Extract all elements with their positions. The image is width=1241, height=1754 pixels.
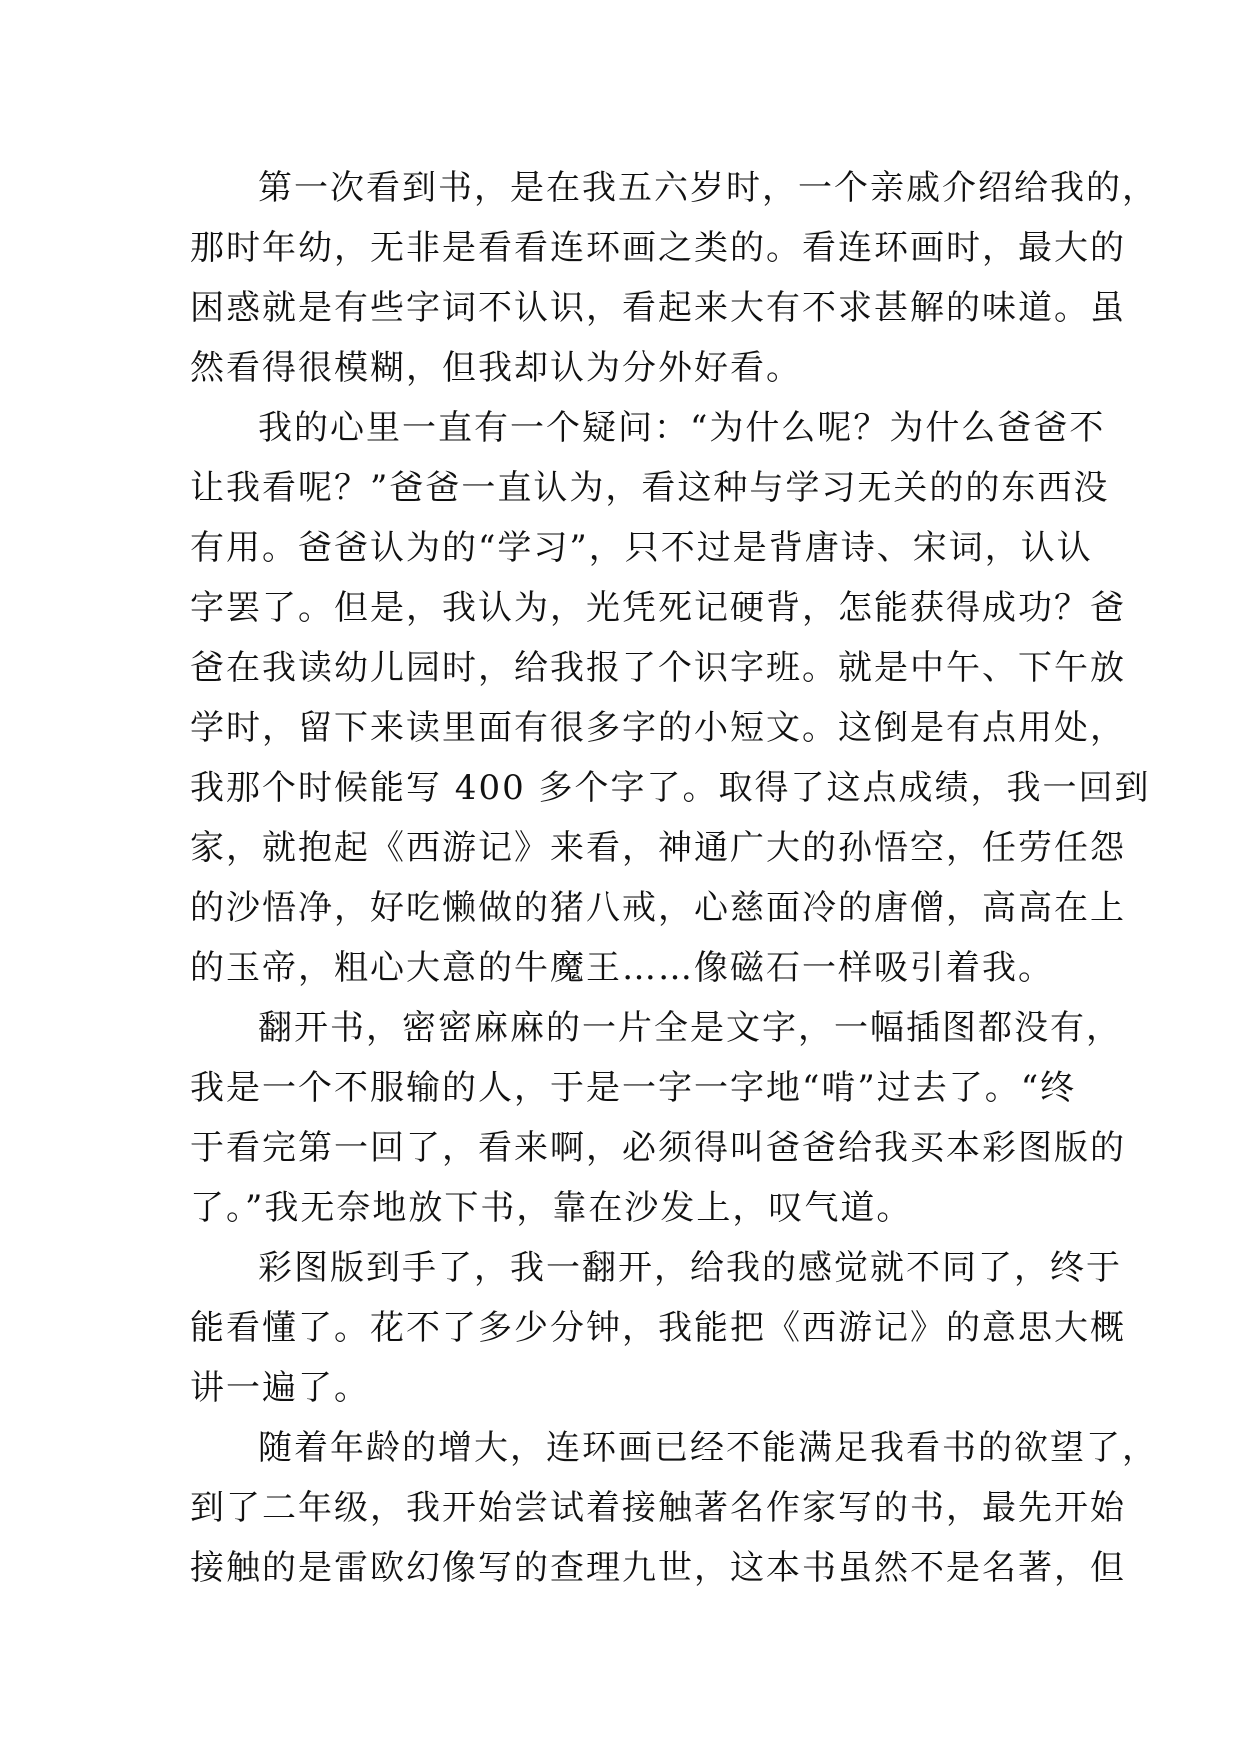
text-line: 我那个时候能写 400 多个字了。取得了这点成绩，我一回到 xyxy=(190,768,1151,808)
body-text xyxy=(190,158,1158,1598)
text-line: 爸在我读幼儿园时，给我报了个识字班。就是中午、下午放 xyxy=(190,648,1126,688)
text-line: 我是一个不服输的人，于是一字一字地“啃”过去了。“终 xyxy=(190,1068,1077,1108)
text-line: 随着年龄的增大，连环画已经不能满足我看书的欲望了， xyxy=(258,1428,1158,1468)
text-line: 翻开书，密密麻麻的一片全是文字，一幅插图都没有， xyxy=(258,1008,1122,1048)
text-line: 第一次看到书，是在我五六岁时，一个亲戚介绍给我的， xyxy=(258,168,1158,208)
text-line: 那时年幼，无非是看看连环画之类的。看连环画时，最大的 xyxy=(190,228,1126,268)
text-line: 的沙悟净，好吃懒做的猪八戒，心慈面冷的唐僧，高高在上 xyxy=(190,888,1126,928)
text-line: 彩图版到手了，我一翻开，给我的感觉就不同了，终于 xyxy=(258,1248,1122,1288)
text-line: 然看得很模糊，但我却认为分外好看。 xyxy=(190,348,802,388)
paragraph-5 xyxy=(190,1418,1158,1598)
text-line: 困惑就是有些字词不认识，看起来大有不求甚解的味道。虽 xyxy=(190,288,1126,328)
text-line: 的玉帝，粗心大意的牛魔王……像磁石一样吸引着我。 xyxy=(190,948,1054,988)
paragraph-2 xyxy=(190,398,1151,998)
text-line: 有用。爸爸认为的“学习”，只不过是背唐诗、宋词，认认 xyxy=(190,528,1093,568)
text-line: 我的心里一直有一个疑问：“为什么呢？为什么爸爸不 xyxy=(258,408,1106,448)
text-line: 了。”我无奈地放下书，靠在沙发上，叹气道。 xyxy=(190,1188,913,1228)
text-line: 接触的是雷欧幻像写的查理九世，这本书虽然不是名著，但 xyxy=(190,1548,1126,1588)
text-line: 让我看呢？”爸爸一直认为，看这种与学习无关的的东西没 xyxy=(190,468,1110,508)
paragraph-4 xyxy=(190,1238,1126,1418)
text-line: 于看完第一回了，看来啊，必须得叫爸爸给我买本彩图版的 xyxy=(190,1128,1126,1168)
text-line: 能看懂了。花不了多少分钟，我能把《西游记》的意思大概 xyxy=(190,1308,1126,1348)
text-line: 讲一遍了。 xyxy=(190,1368,370,1408)
text-line: 学时，留下来读里面有很多字的小短文。这倒是有点用处， xyxy=(190,708,1126,748)
text-line: 字罢了。但是，我认为，光凭死记硬背，怎能获得成功？爸 xyxy=(190,588,1126,628)
text-line: 到了二年级，我开始尝试着接触著名作家写的书，最先开始 xyxy=(190,1488,1126,1528)
paragraph-3 xyxy=(190,998,1126,1238)
text-line: 家，就抱起《西游记》来看，神通广大的孙悟空，任劳任怨 xyxy=(190,828,1126,868)
paragraph-1 xyxy=(190,158,1158,398)
